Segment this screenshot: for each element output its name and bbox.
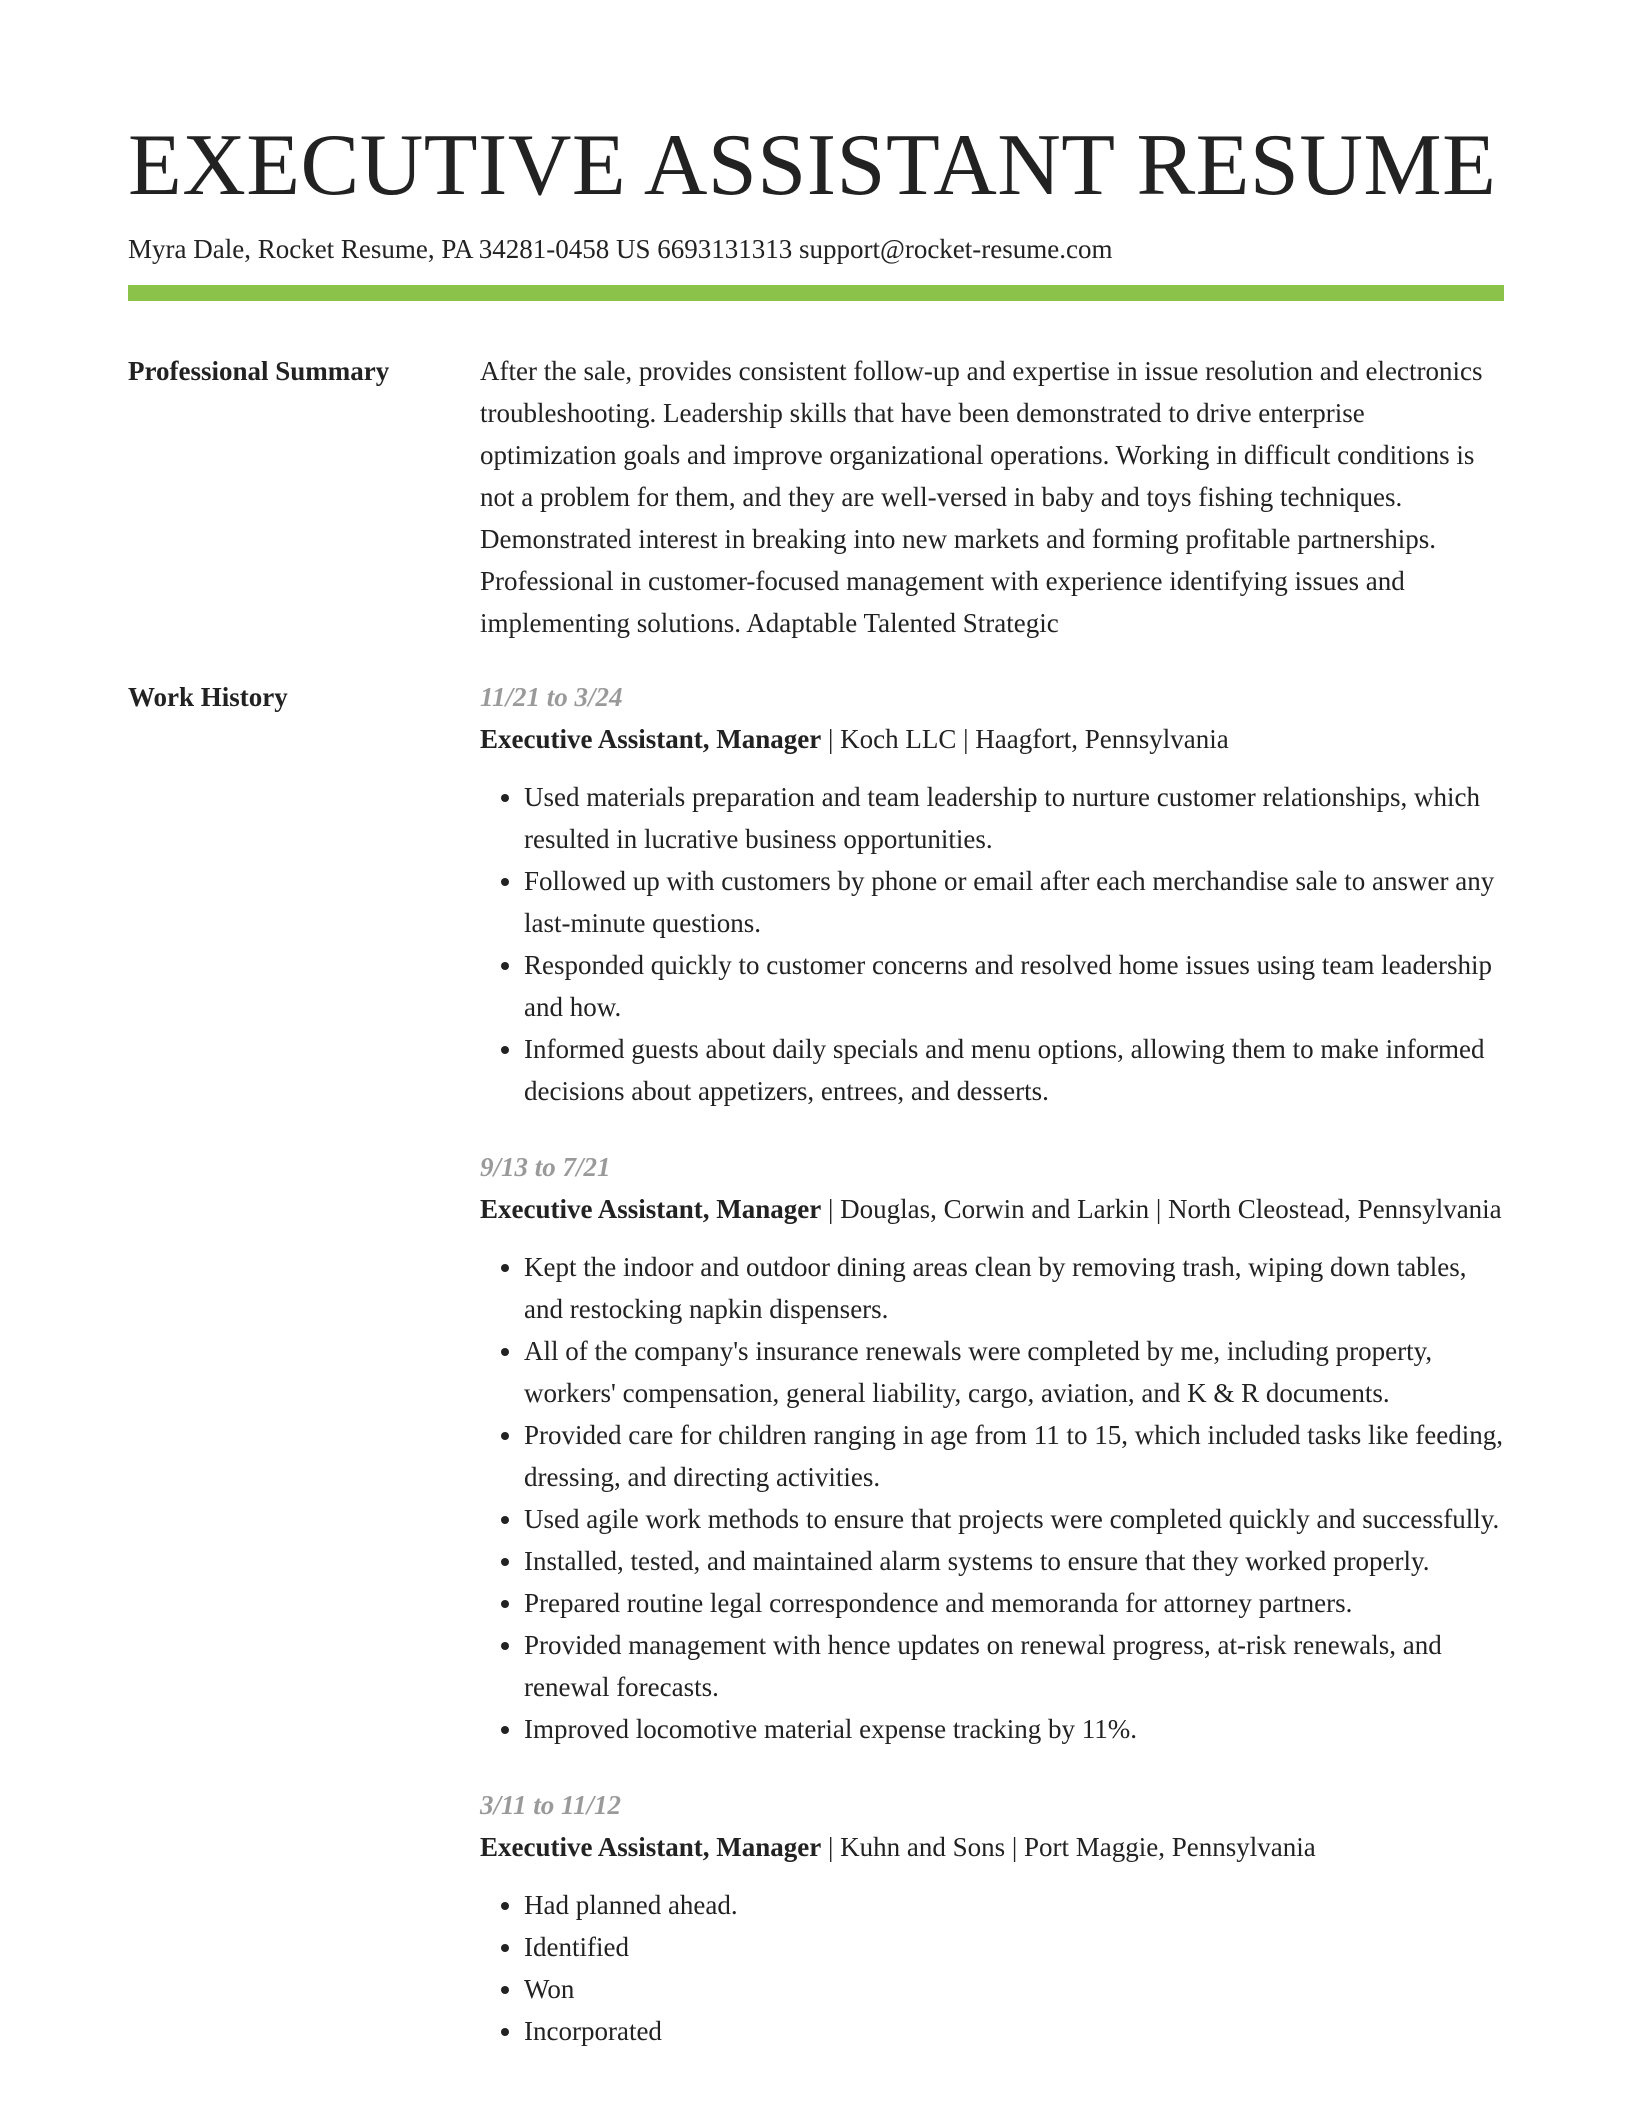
list-item: • Provided management with hence updates on renewal progress, at-risk renewals, and renewal forecasts. <box>524 1624 1504 1708</box>
list-item: • Won <box>524 1968 1504 2010</box>
job-bullets <box>480 776 1504 1112</box>
list-item: • Followed up with customers by phone or email after each merchandise sale to answer any last-minute questions. <box>524 860 1504 944</box>
list-item: • Incorporated <box>524 2010 1504 2052</box>
job-dates: 9/13 to 7/21 <box>480 1152 611 1182</box>
work-history-body <box>480 676 1504 2086</box>
work-history-label: Work History <box>128 682 288 712</box>
job-bullets <box>480 1884 1504 2052</box>
list-item: • Responded quickly to customer concerns and resolved home issues using team leadership and how. <box>524 944 1504 1028</box>
list-item: • Kept the indoor and outdoor dining areas clean by removing trash, wiping down tables, and restocking napkin dispensers. <box>524 1246 1504 1330</box>
job-dates: 3/11 to 11/12 <box>480 1790 622 1820</box>
job-heading <box>480 1188 1504 1230</box>
list-item: • Used agile work methods to ensure that projects were completed quickly and successfully. <box>524 1498 1504 1540</box>
job-details: | Douglas, Corwin and Larkin | North Cleostead, Pennsylvania <box>821 1194 1502 1224</box>
accent-divider <box>128 285 1504 301</box>
list-item: • Provided care for children ranging in age from 11 to 15, which included tasks like feeding, dressing, and directing activities. <box>524 1414 1504 1498</box>
summary-label: Professional Summary <box>128 356 390 386</box>
list-item: • Used materials preparation and team leadership to nurture customer relationships, which resulted in lucrative business opportunities. <box>524 776 1504 860</box>
summary-text: After the sale, provides consistent follow-up and expertise in issue resolution and electronics troubleshooting. Leadership skills that have been demonstrated to drive enterprise optimization goals and improve organizational operations. Working in difficult conditions is not a problem for them, and they are well-versed in baby and toys fishing techniques. Demonstrated interest in breaking into new markets and forming profitable partnerships. Professional in customer-focused management with experience identifying issues and implementing solutions. Adaptable Talented Strategic <box>480 356 1483 638</box>
job-bullets <box>480 1246 1504 1750</box>
list-item: • Identified <box>524 1926 1504 1968</box>
job-dates: 11/21 to 3/24 <box>480 682 623 712</box>
list-item: • Prepared routine legal correspondence and memoranda for attorney partners. <box>524 1582 1504 1624</box>
job-title: Executive Assistant, Manager <box>480 724 822 754</box>
list-item: • Installed, tested, and maintained alarm systems to ensure that they worked properly. <box>524 1540 1504 1582</box>
list-item: • Improved locomotive material expense tracking by 11%. <box>524 1708 1504 1750</box>
list-item: • Had planned ahead. <box>524 1884 1504 1926</box>
job-heading <box>480 1826 1504 1868</box>
job-title: Executive Assistant, Manager <box>480 1832 822 1862</box>
job-entry <box>480 1784 1504 2052</box>
summary-body <box>480 350 1504 644</box>
job-details: | Koch LLC | Haagfort, Pennsylvania <box>821 724 1229 754</box>
job-entry <box>480 1146 1504 1750</box>
job-details: | Kuhn and Sons | Port Maggie, Pennsylvania <box>821 1832 1316 1862</box>
job-title: Executive Assistant, Manager <box>480 1194 822 1224</box>
resume-title: EXECUTIVE ASSISTANT RESUME <box>128 117 1497 214</box>
job-entry <box>480 676 1504 1112</box>
list-item: • Informed guests about daily specials and menu options, allowing them to make informed decisions about appetizers, entrees, and desserts. <box>524 1028 1504 1112</box>
list-item: • All of the company's insurance renewals were completed by me, including property, workers' compensation, general liability, cargo, aviation, and K & R documents. <box>524 1330 1504 1414</box>
contact-line: Myra Dale, Rocket Resume, PA 34281-0458 US 6693131313 support@rocket-resume.com <box>128 234 1113 264</box>
job-heading <box>480 718 1504 760</box>
